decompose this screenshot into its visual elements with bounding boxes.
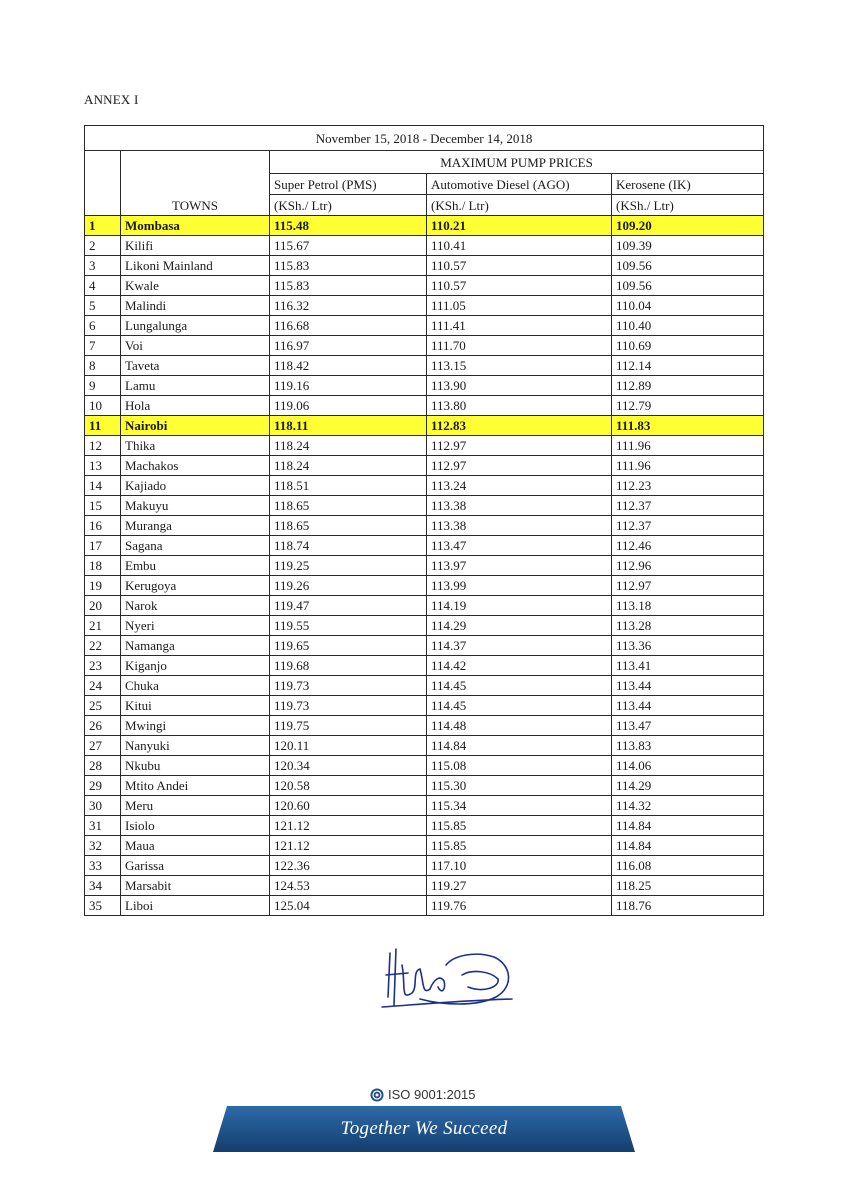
ik-price: 111.83 [612, 416, 764, 436]
pms-header: Super Petrol (PMS) [270, 174, 427, 195]
pms-price: 122.36 [270, 856, 427, 876]
town-name: Nairobi [121, 416, 270, 436]
ago-unit: (KSh./ Ltr) [427, 195, 612, 216]
row-number: 6 [85, 316, 121, 336]
ik-price: 110.04 [612, 296, 764, 316]
ik-price: 113.44 [612, 676, 764, 696]
ik-price: 112.96 [612, 556, 764, 576]
ago-price: 113.80 [427, 396, 612, 416]
ago-price: 110.21 [427, 216, 612, 236]
ik-price: 114.32 [612, 796, 764, 816]
pms-price: 116.97 [270, 336, 427, 356]
ik-price: 113.47 [612, 716, 764, 736]
town-name: Taveta [121, 356, 270, 376]
ago-price: 114.45 [427, 696, 612, 716]
table-row [85, 236, 764, 256]
pms-price: 119.47 [270, 596, 427, 616]
ago-price: 114.48 [427, 716, 612, 736]
town-name: Meru [121, 796, 270, 816]
town-name: Thika [121, 436, 270, 456]
town-name: Voi [121, 336, 270, 356]
ago-header: Automotive Diesel (AGO) [427, 174, 612, 195]
row-number: 34 [85, 876, 121, 896]
table-row [85, 716, 764, 736]
table-row [85, 336, 764, 356]
ago-price: 113.90 [427, 376, 612, 396]
town-name: Embu [121, 556, 270, 576]
pms-price: 115.83 [270, 256, 427, 276]
ago-price: 112.83 [427, 416, 612, 436]
ago-price: 114.19 [427, 596, 612, 616]
ago-price: 112.97 [427, 456, 612, 476]
row-number: 19 [85, 576, 121, 596]
ik-price: 113.36 [612, 636, 764, 656]
ik-price: 112.14 [612, 356, 764, 376]
ago-price: 114.37 [427, 636, 612, 656]
row-number: 26 [85, 716, 121, 736]
town-name: Makuyu [121, 496, 270, 516]
table-row [85, 376, 764, 396]
pms-price: 119.68 [270, 656, 427, 676]
ik-price: 114.84 [612, 836, 764, 856]
pms-price: 116.32 [270, 296, 427, 316]
pms-price: 118.65 [270, 516, 427, 536]
ik-price: 112.23 [612, 476, 764, 496]
row-number: 16 [85, 516, 121, 536]
row-number: 2 [85, 236, 121, 256]
pms-price: 118.74 [270, 536, 427, 556]
max-pump-prices-header: MAXIMUM PUMP PRICES [270, 151, 764, 174]
ik-price: 109.56 [612, 276, 764, 296]
ik-price: 111.96 [612, 456, 764, 476]
row-number: 12 [85, 436, 121, 456]
pms-price: 118.42 [270, 356, 427, 376]
pms-price: 125.04 [270, 896, 427, 916]
row-number: 14 [85, 476, 121, 496]
pms-price: 115.83 [270, 276, 427, 296]
row-number: 35 [85, 896, 121, 916]
ago-price: 111.41 [427, 316, 612, 336]
pms-price: 119.73 [270, 676, 427, 696]
town-name: Lungalunga [121, 316, 270, 336]
pms-price: 119.26 [270, 576, 427, 596]
town-name: Mtito Andei [121, 776, 270, 796]
row-number: 24 [85, 676, 121, 696]
row-number: 4 [85, 276, 121, 296]
row-number: 10 [85, 396, 121, 416]
town-name: Liboi [121, 896, 270, 916]
ago-price: 117.10 [427, 856, 612, 876]
table-row [85, 456, 764, 476]
table-row [85, 896, 764, 916]
iso-text: ISO 9001:2015 [388, 1087, 476, 1102]
town-name: Garissa [121, 856, 270, 876]
town-name: Maua [121, 836, 270, 856]
pms-price: 121.12 [270, 836, 427, 856]
town-name: Namanga [121, 636, 270, 656]
town-name: Chuka [121, 676, 270, 696]
pms-price: 124.53 [270, 876, 427, 896]
row-number: 30 [85, 796, 121, 816]
table-row [85, 496, 764, 516]
row-number: 33 [85, 856, 121, 876]
table-row [85, 736, 764, 756]
table-row [85, 216, 764, 236]
row-number: 27 [85, 736, 121, 756]
ago-price: 115.34 [427, 796, 612, 816]
ik-price: 112.97 [612, 576, 764, 596]
pms-price: 115.67 [270, 236, 427, 256]
ik-price: 109.56 [612, 256, 764, 276]
table-row [85, 616, 764, 636]
pms-price: 119.73 [270, 696, 427, 716]
ik-price: 114.84 [612, 816, 764, 836]
table-row [85, 596, 764, 616]
table-row [85, 256, 764, 276]
row-number: 1 [85, 216, 121, 236]
ik-price: 112.79 [612, 396, 764, 416]
table-row [85, 796, 764, 816]
town-name: Nanyuki [121, 736, 270, 756]
row-number: 31 [85, 816, 121, 836]
table-row [85, 396, 764, 416]
table-row [85, 556, 764, 576]
ik-price: 112.37 [612, 516, 764, 536]
ago-price: 115.85 [427, 836, 612, 856]
row-number: 28 [85, 756, 121, 776]
town-name: Narok [121, 596, 270, 616]
ago-price: 115.85 [427, 816, 612, 836]
pump-prices-table [84, 125, 764, 916]
town-name: Kerugoya [121, 576, 270, 596]
signature-image [372, 935, 522, 1025]
pms-price: 120.60 [270, 796, 427, 816]
ik-price: 113.83 [612, 736, 764, 756]
ik-price: 110.69 [612, 336, 764, 356]
pms-price: 118.11 [270, 416, 427, 436]
table-row [85, 676, 764, 696]
ik-price: 110.40 [612, 316, 764, 336]
town-name: Kajiado [121, 476, 270, 496]
ago-price: 111.70 [427, 336, 612, 356]
table-row [85, 576, 764, 596]
ago-price: 113.99 [427, 576, 612, 596]
table-row [85, 536, 764, 556]
pms-price: 120.58 [270, 776, 427, 796]
ago-price: 113.38 [427, 496, 612, 516]
row-number: 5 [85, 296, 121, 316]
ik-price: 118.76 [612, 896, 764, 916]
town-name: Kwale [121, 276, 270, 296]
ago-price: 114.29 [427, 616, 612, 636]
table-row [85, 516, 764, 536]
table-row [85, 436, 764, 456]
ago-price: 110.57 [427, 256, 612, 276]
ik-price: 112.89 [612, 376, 764, 396]
ik-header: Kerosene (IK) [612, 174, 764, 195]
table-row [85, 276, 764, 296]
town-name: Muranga [121, 516, 270, 536]
ik-price: 116.08 [612, 856, 764, 876]
ik-price: 112.37 [612, 496, 764, 516]
table-row [85, 316, 764, 336]
table-row [85, 856, 764, 876]
pms-price: 120.11 [270, 736, 427, 756]
ago-price: 119.76 [427, 896, 612, 916]
period-header: November 15, 2018 - December 14, 2018 [85, 126, 764, 151]
town-name: Isiolo [121, 816, 270, 836]
towns-header: TOWNS [121, 151, 270, 216]
ik-price: 109.39 [612, 236, 764, 256]
town-name: Nkubu [121, 756, 270, 776]
row-number: 15 [85, 496, 121, 516]
row-number: 25 [85, 696, 121, 716]
pms-price: 119.55 [270, 616, 427, 636]
table-row [85, 756, 764, 776]
town-name: Hola [121, 396, 270, 416]
row-number: 18 [85, 556, 121, 576]
ago-price: 115.30 [427, 776, 612, 796]
slogan-text: Together We Succeed [340, 1118, 508, 1139]
iso-logo-icon [370, 1088, 384, 1102]
ik-price: 109.20 [612, 216, 764, 236]
price-rows [85, 216, 764, 916]
row-number: 11 [85, 416, 121, 436]
town-name: Machakos [121, 456, 270, 476]
iso-certification [370, 1087, 475, 1102]
row-number: 9 [85, 376, 121, 396]
pms-price: 119.75 [270, 716, 427, 736]
town-name: Likoni Mainland [121, 256, 270, 276]
ago-price: 114.84 [427, 736, 612, 756]
row-number: 29 [85, 776, 121, 796]
table-row [85, 416, 764, 436]
town-name: Kitui [121, 696, 270, 716]
ik-price: 118.25 [612, 876, 764, 896]
pms-price: 119.65 [270, 636, 427, 656]
pms-price: 119.25 [270, 556, 427, 576]
ago-price: 113.24 [427, 476, 612, 496]
pms-price: 118.24 [270, 436, 427, 456]
town-name: Kilifi [121, 236, 270, 256]
ago-price: 119.27 [427, 876, 612, 896]
table-row [85, 476, 764, 496]
town-name: Mwingi [121, 716, 270, 736]
row-number: 8 [85, 356, 121, 376]
town-name: Kiganjo [121, 656, 270, 676]
row-number: 23 [85, 656, 121, 676]
pms-price: 118.65 [270, 496, 427, 516]
town-name: Sagana [121, 536, 270, 556]
pms-price: 119.06 [270, 396, 427, 416]
town-name: Mombasa [121, 216, 270, 236]
table-row [85, 836, 764, 856]
ik-price: 114.29 [612, 776, 764, 796]
ik-price: 113.44 [612, 696, 764, 716]
ago-price: 113.38 [427, 516, 612, 536]
town-name: Marsabit [121, 876, 270, 896]
pms-price: 116.68 [270, 316, 427, 336]
ago-price: 112.97 [427, 436, 612, 456]
pms-price: 120.34 [270, 756, 427, 776]
pms-price: 118.51 [270, 476, 427, 496]
ago-price: 111.05 [427, 296, 612, 316]
ik-unit: (KSh./ Ltr) [612, 195, 764, 216]
annex-title: ANNEX I [84, 92, 139, 107]
number-header [85, 151, 121, 216]
table-row [85, 696, 764, 716]
table-row [85, 656, 764, 676]
pms-price: 118.24 [270, 456, 427, 476]
ago-price: 113.15 [427, 356, 612, 376]
town-name: Lamu [121, 376, 270, 396]
table-row [85, 356, 764, 376]
town-name: Malindi [121, 296, 270, 316]
ik-price: 111.96 [612, 436, 764, 456]
pms-price: 115.48 [270, 216, 427, 236]
ik-price: 113.18 [612, 596, 764, 616]
ago-price: 114.45 [427, 676, 612, 696]
ago-price: 110.57 [427, 276, 612, 296]
ik-price: 114.06 [612, 756, 764, 776]
row-number: 20 [85, 596, 121, 616]
ago-price: 113.97 [427, 556, 612, 576]
row-number: 17 [85, 536, 121, 556]
ik-price: 113.41 [612, 656, 764, 676]
table-row [85, 876, 764, 896]
table-row [85, 296, 764, 316]
table-row [85, 776, 764, 796]
ago-price: 114.42 [427, 656, 612, 676]
table-row [85, 816, 764, 836]
row-number: 3 [85, 256, 121, 276]
ago-price: 115.08 [427, 756, 612, 776]
row-number: 13 [85, 456, 121, 476]
table-row [85, 636, 764, 656]
ago-price: 110.41 [427, 236, 612, 256]
pms-price: 121.12 [270, 816, 427, 836]
row-number: 7 [85, 336, 121, 356]
row-number: 21 [85, 616, 121, 636]
ik-price: 112.46 [612, 536, 764, 556]
ik-price: 113.28 [612, 616, 764, 636]
town-name: Nyeri [121, 616, 270, 636]
pms-unit: (KSh./ Ltr) [270, 195, 427, 216]
pms-price: 119.16 [270, 376, 427, 396]
row-number: 32 [85, 836, 121, 856]
ago-price: 113.47 [427, 536, 612, 556]
row-number: 22 [85, 636, 121, 656]
